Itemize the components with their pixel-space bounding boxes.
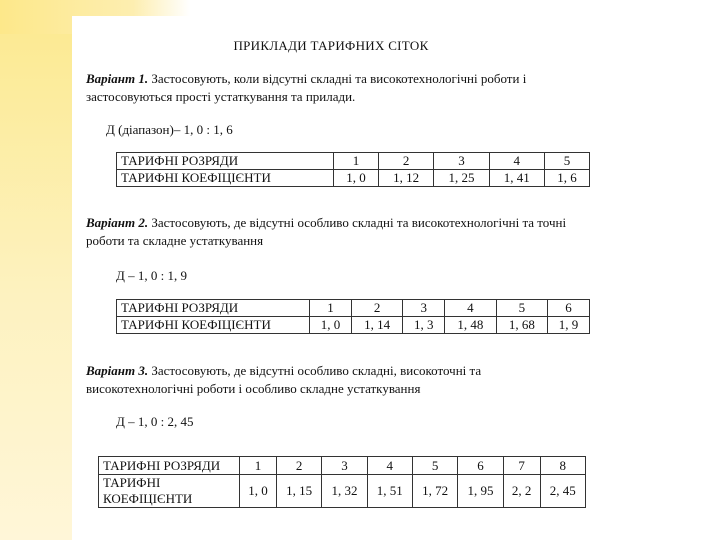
grade-cell: 5 <box>544 153 589 170</box>
coefficients-label: ТАРИФНІ КОЕФІЦІЄНТИ <box>117 317 310 334</box>
variant-2-range: Д – 1, 0 : 1, 9 <box>116 268 187 283</box>
grade-cell: 2 <box>276 457 321 475</box>
table-row <box>117 170 590 187</box>
coefficient-cell: 1, 14 <box>351 317 402 334</box>
grade-cell: 5 <box>412 457 457 475</box>
table-row <box>99 475 586 508</box>
grade-cell: 2 <box>351 300 402 317</box>
grades-label: ТАРИФНІ РОЗРЯДИ <box>117 153 334 170</box>
grade-cell: 4 <box>367 457 412 475</box>
variant-1-paragraph <box>86 70 576 106</box>
variant-3-paragraph <box>86 362 576 398</box>
coefficient-cell: 1, 48 <box>445 317 496 334</box>
variant-3-heading: Варіант 3. <box>86 363 149 378</box>
coefficient-cell: 1, 15 <box>276 475 321 508</box>
variant-3-table <box>98 456 586 508</box>
coefficient-cell: 1, 9 <box>548 317 590 334</box>
variant-2-heading: Варіант 2. <box>86 215 149 230</box>
coefficient-cell: 1, 41 <box>489 170 544 187</box>
coefficient-cell: 1, 6 <box>544 170 589 187</box>
table-row <box>117 153 590 170</box>
coefficient-cell: 1, 72 <box>412 475 457 508</box>
grade-cell: 5 <box>496 300 547 317</box>
variant-1-text: Застосовують, коли відсутні складні та високотехнологічні роботи і застосовуються прості устаткування та прилади. <box>86 71 527 104</box>
variant-2-text: Застосовують, де відсутні особливо складні та високотехнологічні та точні роботи та складне устаткування <box>86 215 567 248</box>
coefficient-cell: 1, 3 <box>403 317 445 334</box>
variant-2-table <box>116 299 590 334</box>
variant-1-range: Д (діапазон)– 1, 0 : 1, 6 <box>106 122 233 137</box>
coefficient-cell: 1, 95 <box>458 475 503 508</box>
coefficient-cell: 1, 25 <box>434 170 489 187</box>
grade-cell: 3 <box>322 457 367 475</box>
variant-2-paragraph <box>86 214 576 250</box>
coefficient-cell: 1, 12 <box>379 170 434 187</box>
grade-cell: 7 <box>503 457 540 475</box>
grade-cell: 3 <box>434 153 489 170</box>
coefficient-cell: 1, 0 <box>240 475 277 508</box>
grade-cell: 4 <box>445 300 496 317</box>
variant-3-text: Застосовують, де відсутні особливо складні, високоточні та високотехнологічні роботи і особливо складне устаткування <box>86 363 482 396</box>
table-row <box>99 457 586 475</box>
grade-cell: 1 <box>240 457 277 475</box>
decorative-side-band <box>0 0 72 540</box>
grade-cell: 8 <box>540 457 585 475</box>
coefficient-cell: 2, 45 <box>540 475 585 508</box>
grades-label: ТАРИФНІ РОЗРЯДИ <box>99 457 240 475</box>
grade-cell: 6 <box>458 457 503 475</box>
coefficient-cell: 1, 51 <box>367 475 412 508</box>
coefficient-cell: 1, 0 <box>310 317 352 334</box>
grade-cell: 6 <box>548 300 590 317</box>
document-title: ПРИКЛАДИ ТАРИФНИХ СІТОК <box>233 38 429 53</box>
grade-cell: 1 <box>334 153 379 170</box>
grades-label: ТАРИФНІ РОЗРЯДИ <box>117 300 310 317</box>
coefficient-cell: 1, 68 <box>496 317 547 334</box>
grade-cell: 3 <box>403 300 445 317</box>
coefficient-cell: 1, 32 <box>322 475 367 508</box>
variant-1-heading: Варіант 1. <box>86 71 149 86</box>
coefficient-cell: 1, 0 <box>334 170 379 187</box>
table-row <box>117 317 590 334</box>
grade-cell: 4 <box>489 153 544 170</box>
coefficients-label: ТАРИФНІ КОЕФІЦІЄНТИ <box>99 475 240 508</box>
grade-cell: 1 <box>310 300 352 317</box>
table-row <box>117 300 590 317</box>
document-page <box>72 16 590 532</box>
coefficient-cell: 2, 2 <box>503 475 540 508</box>
grade-cell: 2 <box>379 153 434 170</box>
variant-1-table <box>116 152 590 187</box>
variant-3-range: Д – 1, 0 : 2, 45 <box>116 414 194 429</box>
coefficients-label: ТАРИФНІ КОЕФІЦІЄНТИ <box>117 170 334 187</box>
